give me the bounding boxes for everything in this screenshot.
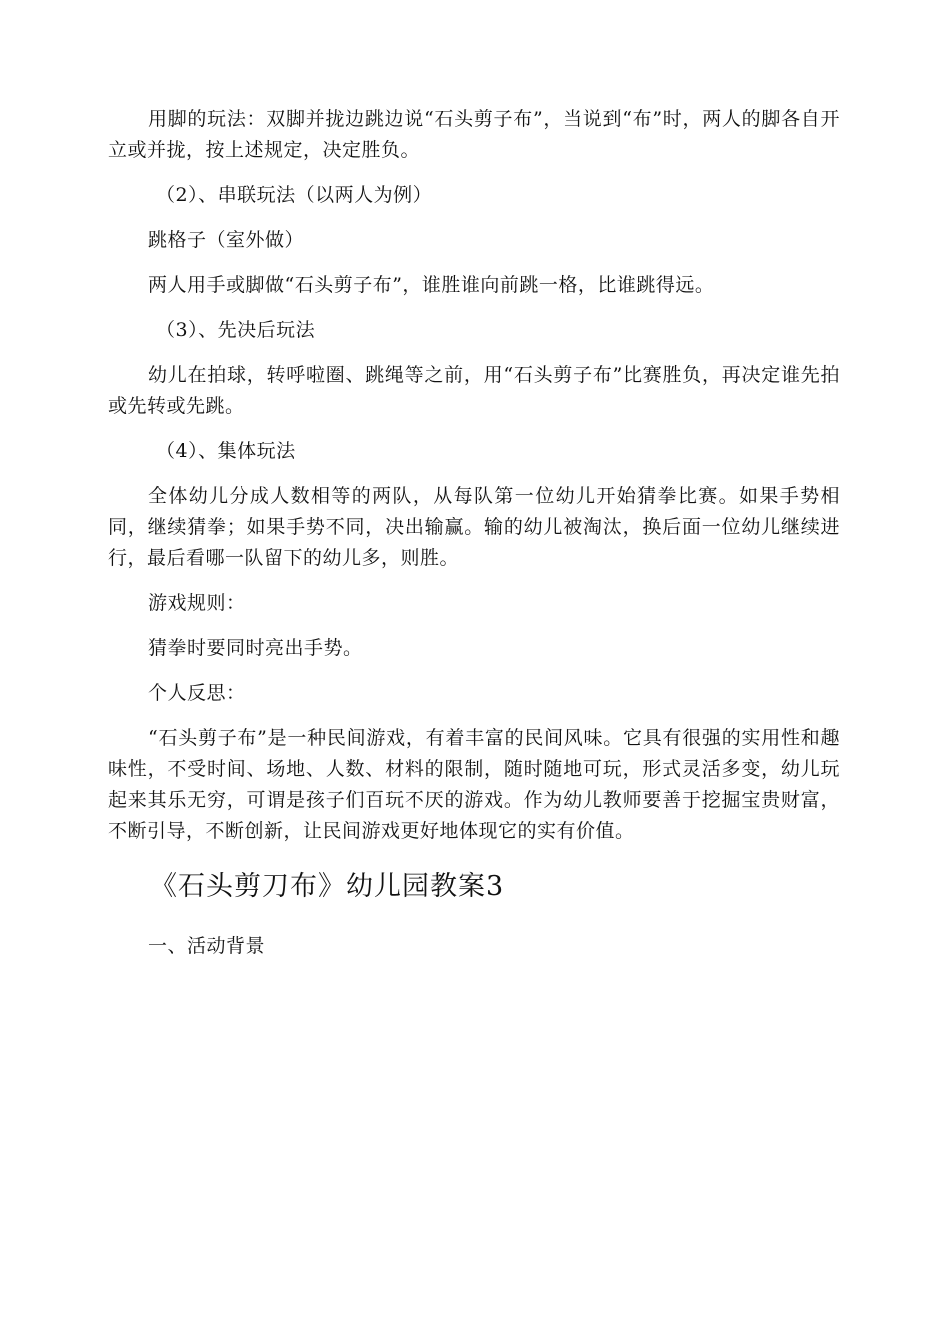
paragraph-hopscotch: 跳格子（室外做） xyxy=(148,229,305,251)
section-first-item: 一、活动背景 xyxy=(148,935,266,957)
paragraph-group-play-title: （4）、集体玩法 xyxy=(156,440,296,462)
paragraph-reflection: “石头剪子布”是一种民间游戏，有着丰富的民间风味。它具有很强的实用性和趣味性，不受时间、场地、人数、材料的限制，随时随地可玩，形式灵活多变，幼儿玩起来其乐无穷，可谓是孩子们百玩不厌的游戏。作为幼儿教师要善于挖掘宝贵财富，不断引导，不断创新，让民间游戏更好地体现它的实有价值。 xyxy=(108,727,840,842)
paragraph-rules-title: 游戏规则： xyxy=(148,592,246,614)
paragraph-group-play: 全体幼儿分成人数相等的两队，从每队第一位幼儿开始猜拳比赛。如果手势相同，继续猜拳；如果手势不同，决出输赢。输的幼儿被淘汰，换后面一位幼儿继续进行，最后看哪一队留下的幼儿多，则胜。 xyxy=(108,485,840,569)
paragraph-reflection-title: 个人反思： xyxy=(148,682,246,704)
document-page xyxy=(108,104,840,962)
paragraph-rules: 猜拳时要同时亮出手势。 xyxy=(148,637,363,659)
section-heading: 《石头剪刀布》幼儿园教案3 xyxy=(150,871,505,902)
paragraph-hopscotch-rule: 两人用手或脚做“石头剪子布”，谁胜谁向前跳一格，比谁跳得远。 xyxy=(148,274,715,296)
paragraph-decide-first-title: （3）、先决后玩法 xyxy=(156,319,316,341)
paragraph-foot-play: 用脚的玩法：双脚并拢边跳边说“石头剪子布”，当说到“布”时，两人的脚各自开立或并拢，按上述规定，决定胜负。 xyxy=(108,108,840,161)
paragraph-serial-play-title: （2）、串联玩法（以两人为例） xyxy=(156,184,433,206)
paragraph-decide-first: 幼儿在拍球，转呼啦圈、跳绳等之前，用“石头剪子布”比赛胜负，再决定谁先拍或先转或先跳。 xyxy=(108,364,840,417)
